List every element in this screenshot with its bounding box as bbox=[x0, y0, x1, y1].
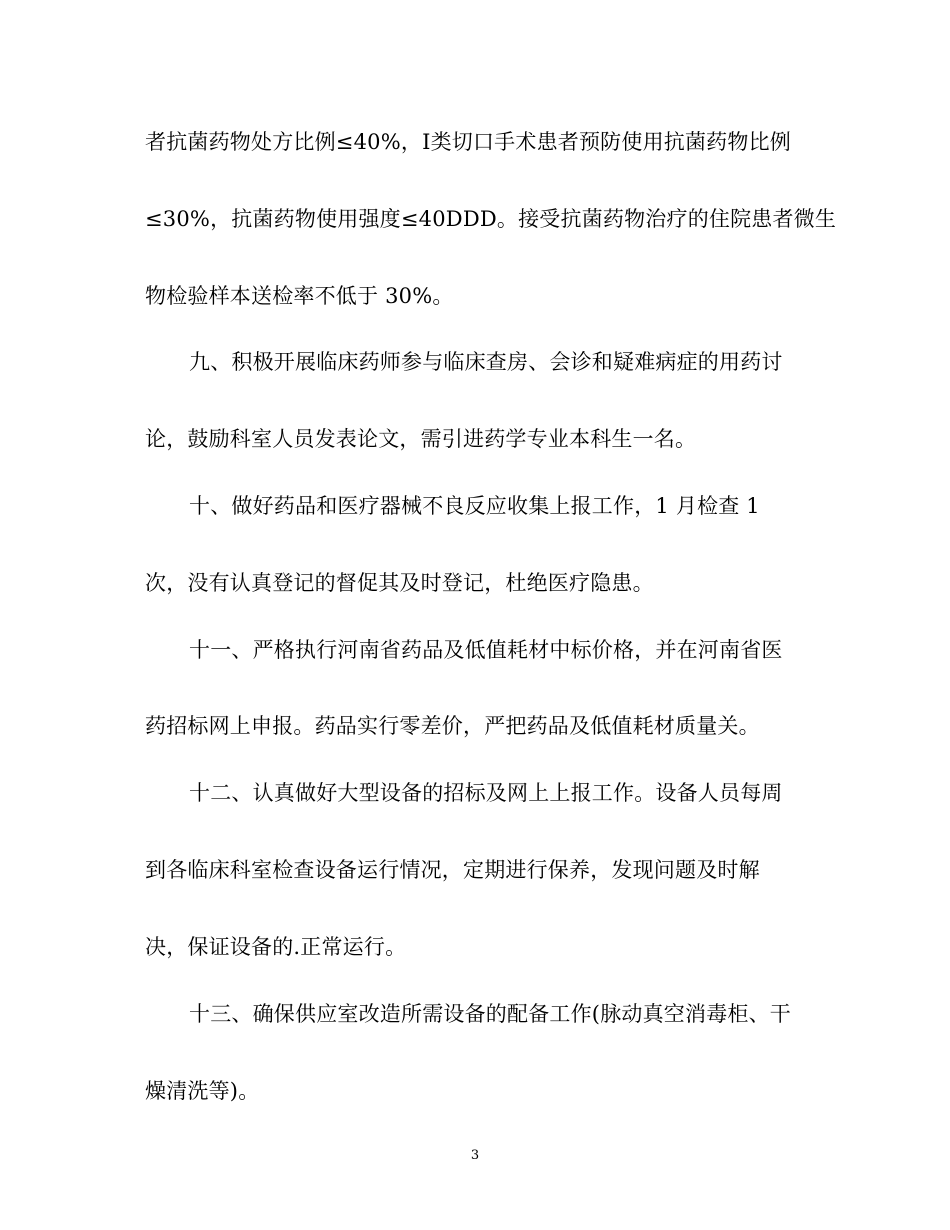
paragraph-9-line-1: 九、积极开展临床药师参与临床查房、会诊和疑难病症的用药讨 bbox=[189, 350, 783, 374]
paragraph-12-line-3: 决，保证设备的.正常运行。 bbox=[145, 935, 407, 959]
paragraph-9-line-2: 论，鼓励科室人员发表论文，需引进药学专业本科生一名。 bbox=[145, 427, 697, 451]
paragraph-10-line-1: 十、做好药品和医疗器械不良反应收集上报工作，1 月检查 1 bbox=[189, 494, 760, 518]
paragraph-12-line-2: 到各临床科室检查设备运行情况，定期进行保养，发现问题及时解 bbox=[145, 858, 760, 882]
page-number: 3 bbox=[470, 1148, 480, 1163]
text-line-3: 物检验样本送检率不低于 30%。 bbox=[145, 284, 454, 308]
text-line-2: ≤30%，抗菌药物使用强度≤40DDD。接受抗菌药物治疗的住院患者微生 bbox=[145, 207, 837, 231]
paragraph-13-line-2: 燥清洗等)。 bbox=[145, 1079, 260, 1103]
paragraph-12-line-1: 十二、认真做好大型设备的招标及网上上报工作。设备人员每周 bbox=[189, 781, 783, 805]
paragraph-13-line-1: 十三、确保供应室改造所需设备的配备工作(脉动真空消毒柜、干 bbox=[189, 1002, 791, 1026]
text-line-1: 者抗菌药物处方比例≤40%，I类切口手术患者预防使用抗菌药物比例 bbox=[145, 130, 791, 154]
paragraph-11-line-2: 药招标网上申报。药品实行零差价，严把药品及低值耗材质量关。 bbox=[145, 714, 760, 738]
paragraph-10-line-2: 次，没有认真登记的督促其及时登记，杜绝医疗隐患。 bbox=[145, 571, 654, 595]
paragraph-11-line-1: 十一、严格执行河南省药品及低值耗材中标价格，并在河南省医 bbox=[189, 638, 783, 662]
